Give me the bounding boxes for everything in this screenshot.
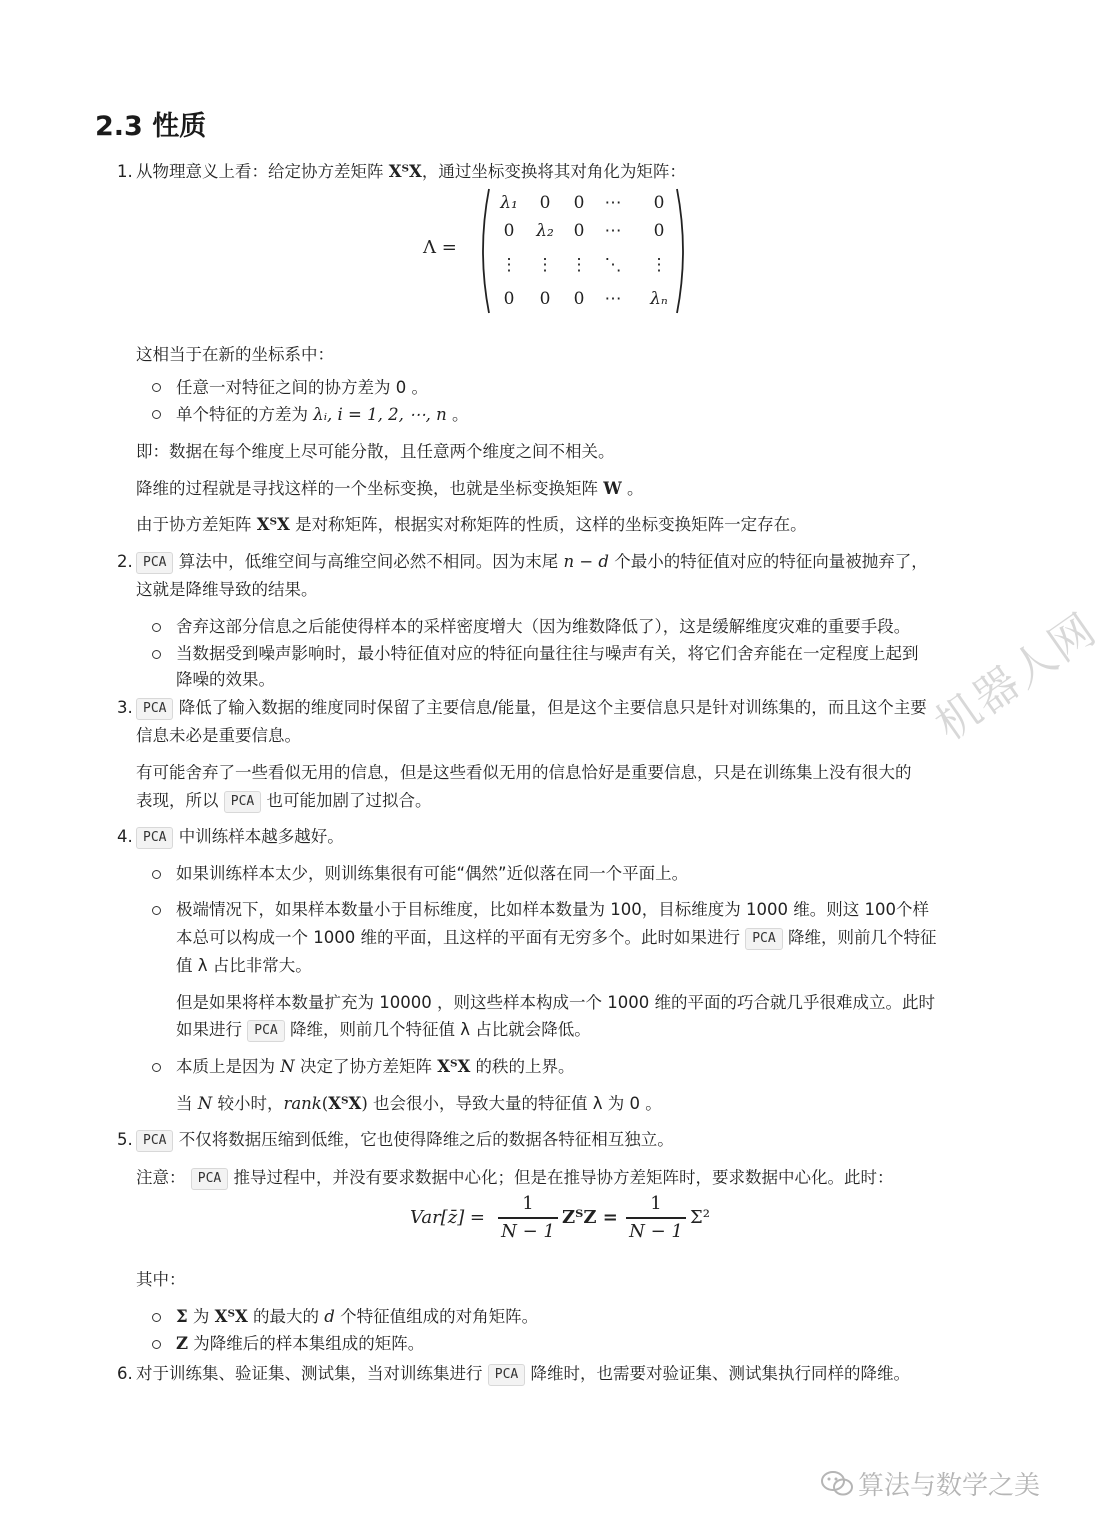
lambda-matrix xyxy=(423,185,693,317)
item5-where-1-text-a: 为 xyxy=(192,1307,210,1326)
item3-para-line-1: 有可能舍弃了一些看似无用的信息，但是这些看似无用的信息恰好是重要信息，只是在训练集上没有很大的 xyxy=(136,763,912,782)
formula-sigma-squared: Σ² xyxy=(690,1207,710,1228)
bullet-icon xyxy=(152,410,161,419)
item4-bullet-3-para: 当 N 较小时，rank(XᵀX) 也会很小，导致大量的特征值 λ 为 0 。 xyxy=(176,1094,662,1113)
wechat-icon xyxy=(820,1469,854,1499)
item-number-3: 3. xyxy=(117,698,133,717)
item1-para-2-text: 降维的过程就是寻找这样的一个坐标变换，也就是坐标变换矩阵 xyxy=(136,479,598,498)
item3-para-text-b: 也可能加剧了过拟合。 xyxy=(266,791,432,810)
code-pca: PCA xyxy=(247,1020,284,1042)
math-sigma: Σ xyxy=(176,1307,188,1326)
item2-line-2: 这就是降维导致的结果。 xyxy=(136,580,318,599)
bullet-icon xyxy=(152,650,161,659)
item1-bullet-2-text: 单个特征的方差为 xyxy=(176,405,308,424)
item4-bullet-3-para-text-b: 较小时， xyxy=(217,1094,284,1113)
item4-bullet-3-text-a: 本质上是因为 xyxy=(176,1057,275,1076)
item3-line-1 xyxy=(136,696,927,720)
item-number-4: 4. xyxy=(117,827,133,846)
math-lambda-i: λᵢ, i = 1, 2, ⋯, n xyxy=(313,405,447,424)
formula-fraction xyxy=(498,1193,558,1243)
fraction-bar xyxy=(498,1217,558,1219)
matrix-cell: λ₁ xyxy=(500,193,518,213)
item5-where-2-text: 为降维后的样本集组成的矩阵。 xyxy=(193,1334,425,1353)
matrix-cell: 0 xyxy=(653,221,665,241)
variance-formula xyxy=(410,1193,730,1249)
matrix-cell: λ₂ xyxy=(536,221,554,241)
item2-text-a: 算法中，低维空间与高维空间必然不相同。因为末尾 xyxy=(178,552,559,571)
item2-bullet-1: 舍弃这部分信息之后能使得样本的采样密度增大（因为维数降低了），这是缓解维度灾难的重要手段。 xyxy=(176,617,911,636)
item4-text: 中训练样本越多越好。 xyxy=(178,827,344,846)
code-pca: PCA xyxy=(191,1168,228,1190)
item5-where-1-text-c: 个特征值组成的对角矩阵。 xyxy=(340,1307,539,1326)
item1-bullet-2-end: 。 xyxy=(451,405,469,424)
bullet-icon xyxy=(152,906,161,915)
math-xtx: XᵀX xyxy=(388,162,422,181)
matrix-cell: ⋮ xyxy=(500,255,518,275)
bullet-icon xyxy=(152,1063,161,1072)
formula-var: Var[z̄] = xyxy=(410,1207,486,1228)
item1-para-3 xyxy=(136,513,807,537)
code-pca: PCA xyxy=(136,827,173,849)
matrix-cell: ⋮ xyxy=(570,255,588,275)
item3-text: 降低了输入数据的维度同时保留了主要信息/能量，但是这个主要信息只是针对训练集的，而且这个主要 xyxy=(178,698,927,717)
item2-text-b: 个最小的特征值对应的特征向量被抛弃了， xyxy=(614,552,928,571)
item4-bullet-3-text-b: 决定了协方差矩阵 xyxy=(299,1057,432,1076)
math-rank: rank xyxy=(283,1094,322,1113)
item-number-2: 2. xyxy=(117,552,133,571)
matrix-cell: ⋮ xyxy=(650,255,668,275)
fraction-bar xyxy=(626,1217,686,1219)
code-pca: PCA xyxy=(488,1364,525,1386)
matrix-cell: 0 xyxy=(503,221,515,241)
matrix-cell: ⋯ xyxy=(604,289,622,309)
item4-bullet-3-text-c: 的秩的上界。 xyxy=(475,1057,575,1076)
item-number-6: 6. xyxy=(117,1364,133,1383)
section-title: 2.3 性质 xyxy=(95,111,207,142)
matrix-label: Λ = xyxy=(423,237,457,258)
item4-bullet-2-text-a: 本总可以构成一个 1000 维的平面，且这样的平面有无穷多个。此时如果进行 xyxy=(176,928,740,947)
fraction-numerator: 1 xyxy=(522,1193,534,1214)
bullet-icon xyxy=(152,623,161,632)
item2-bullet-2-line-2: 降噪的效果。 xyxy=(176,670,275,689)
math-xtx: XᵀX xyxy=(256,515,290,534)
item-number-1: 1. xyxy=(117,162,133,181)
item5-note xyxy=(136,1166,893,1190)
item4-bullet-3 xyxy=(176,1055,575,1079)
math-xtx: XᵀX xyxy=(214,1307,248,1326)
bullet-icon xyxy=(152,1340,161,1349)
item5-where-1-text-b: 的最大的 xyxy=(253,1307,320,1326)
bullet-icon xyxy=(152,383,161,392)
item4-bullet-3-para-text-a: 当 xyxy=(176,1094,193,1113)
item4-bullet-1: 如果训练样本太少，则训练集很有可能“偶然”近似落在同一个平面上。 xyxy=(176,864,689,883)
code-pca: PCA xyxy=(224,791,261,813)
matrix-cell: 0 xyxy=(573,221,585,241)
item4-bullet-2-para-line-2 xyxy=(176,1018,591,1042)
matrix-cell: λₙ xyxy=(650,289,668,309)
matrix-cell: ⋯ xyxy=(604,221,622,241)
item4-bullet-3-para-text-c: 也会很小，导致大量的特征值 λ 为 0 。 xyxy=(373,1094,662,1113)
item5-text: 不仅将数据压缩到低维，它也使得降维之后的数据各特征相互独立。 xyxy=(178,1130,674,1149)
item4-line-1 xyxy=(136,825,344,849)
math-n: N xyxy=(197,1094,213,1113)
item4-bullet-2-para-text-a: 如果进行 xyxy=(176,1020,242,1039)
matrix-cell: ⋯ xyxy=(604,193,622,213)
matrix-body xyxy=(475,185,691,317)
math-n: N xyxy=(280,1057,295,1076)
footer-text: 算法与数学之美 xyxy=(858,1471,1041,1501)
item-number-5: 5. xyxy=(117,1130,133,1149)
formula-fraction xyxy=(626,1193,686,1243)
item5-where-2 xyxy=(176,1332,424,1356)
item6-text-a: 对于训练集、验证集、测试集，当对训练集进行 xyxy=(136,1364,483,1383)
code-pca: PCA xyxy=(136,552,173,574)
math-n-minus-d: n − d xyxy=(563,552,609,571)
item3-line-2: 信息未必是重要信息。 xyxy=(136,726,301,745)
code-pca: PCA xyxy=(136,1130,173,1152)
item5-where: 其中： xyxy=(136,1270,186,1289)
bullet-icon xyxy=(152,870,161,879)
item3-para-line-2 xyxy=(136,789,431,813)
math-z: Z xyxy=(176,1334,189,1353)
item1-para-3-end: 是对称矩阵，根据实对称矩阵的性质，这样的坐标变换矩阵一定存在。 xyxy=(295,515,807,534)
math-d: d xyxy=(324,1307,335,1326)
matrix-cell: ⋮ xyxy=(536,255,554,275)
item6-text-b: 降维时，也需要对验证集、测试集执行同样的降维。 xyxy=(530,1364,910,1383)
matrix-cell: ⋱ xyxy=(604,255,622,275)
code-pca: PCA xyxy=(136,698,173,720)
item2-bullet-2-line-1: 当数据受到噪声影响时，最小特征值对应的特征向量往往与噪声有关，将它们舍弃能在一定程度上起到 xyxy=(176,644,919,663)
item4-bullet-2-line-3: 值 λ 占比非常大。 xyxy=(176,956,312,975)
item5-note-label: 注意： xyxy=(136,1168,186,1187)
item2-line-1 xyxy=(136,550,928,574)
item4-bullet-2-line-2 xyxy=(176,926,936,950)
item5-line-1 xyxy=(136,1128,674,1152)
code-pca: PCA xyxy=(745,928,782,950)
matrix-cell: 0 xyxy=(539,289,551,309)
item1-intro-tail: ，通过坐标变换将其对角化为矩阵： xyxy=(421,162,686,181)
item1-para-2-end: 。 xyxy=(627,479,644,498)
item4-bullet-2-para-text-b: 降维，则前几个特征值 λ 占比就会降低。 xyxy=(289,1020,591,1039)
item1-intro-text: 从物理意义上看：给定协方差矩阵 xyxy=(136,162,384,181)
matrix-cell: 0 xyxy=(539,193,551,213)
matrix-cell: 0 xyxy=(573,193,585,213)
watermark: 机器人网 xyxy=(926,603,1107,751)
fraction-denominator: N − 1 xyxy=(629,1220,683,1242)
bullet-icon xyxy=(152,1313,161,1322)
matrix-cell: 0 xyxy=(503,289,515,309)
formula-ztz: ZᵀZ = xyxy=(562,1207,618,1228)
fraction-numerator: 1 xyxy=(650,1193,662,1214)
item4-bullet-2-para-line-1: 但是如果将样本数量扩充为 10000 ，则这些样本构成一个 1000 维的平面的巧合就几乎很难成立。此时 xyxy=(176,993,935,1012)
item1-para-3-text: 由于协方差矩阵 xyxy=(136,515,252,534)
item1-coord-intro: 这相当于在新的坐标系中： xyxy=(136,345,334,364)
item4-bullet-2-line-1: 极端情况下，如果样本数量小于目标维度，比如样本数量为 100，目标维度为 1000 维。则这 100个样 xyxy=(176,900,929,919)
math-xtx: XᵀX xyxy=(328,1094,362,1113)
item1-intro xyxy=(136,160,686,184)
item5-where-1 xyxy=(176,1305,538,1329)
item1-bullet-2 xyxy=(176,403,468,427)
item1-para-1: 即：数据在每个维度上尽可能分散，且任意两个维度之间不相关。 xyxy=(136,442,615,461)
math-xtx: XᵀX xyxy=(437,1057,471,1076)
item6-line-1 xyxy=(136,1362,910,1386)
item5-note-text: 推导过程中，并没有要求数据中心化；但是在推导协方差矩阵时，要求数据中心化。此时： xyxy=(233,1168,894,1187)
item1-bullet-1: 任意一对特征之间的协方差为 0 。 xyxy=(176,378,428,397)
math-w: W xyxy=(603,479,622,498)
matrix-cell: 0 xyxy=(653,193,665,213)
item3-para-text-a: 表现，所以 xyxy=(136,791,219,810)
item4-bullet-2-text-b: 降维，则前几个特征 xyxy=(787,928,937,947)
item1-para-2 xyxy=(136,477,644,501)
matrix-cell: 0 xyxy=(573,289,585,309)
fraction-denominator: N − 1 xyxy=(501,1220,555,1242)
